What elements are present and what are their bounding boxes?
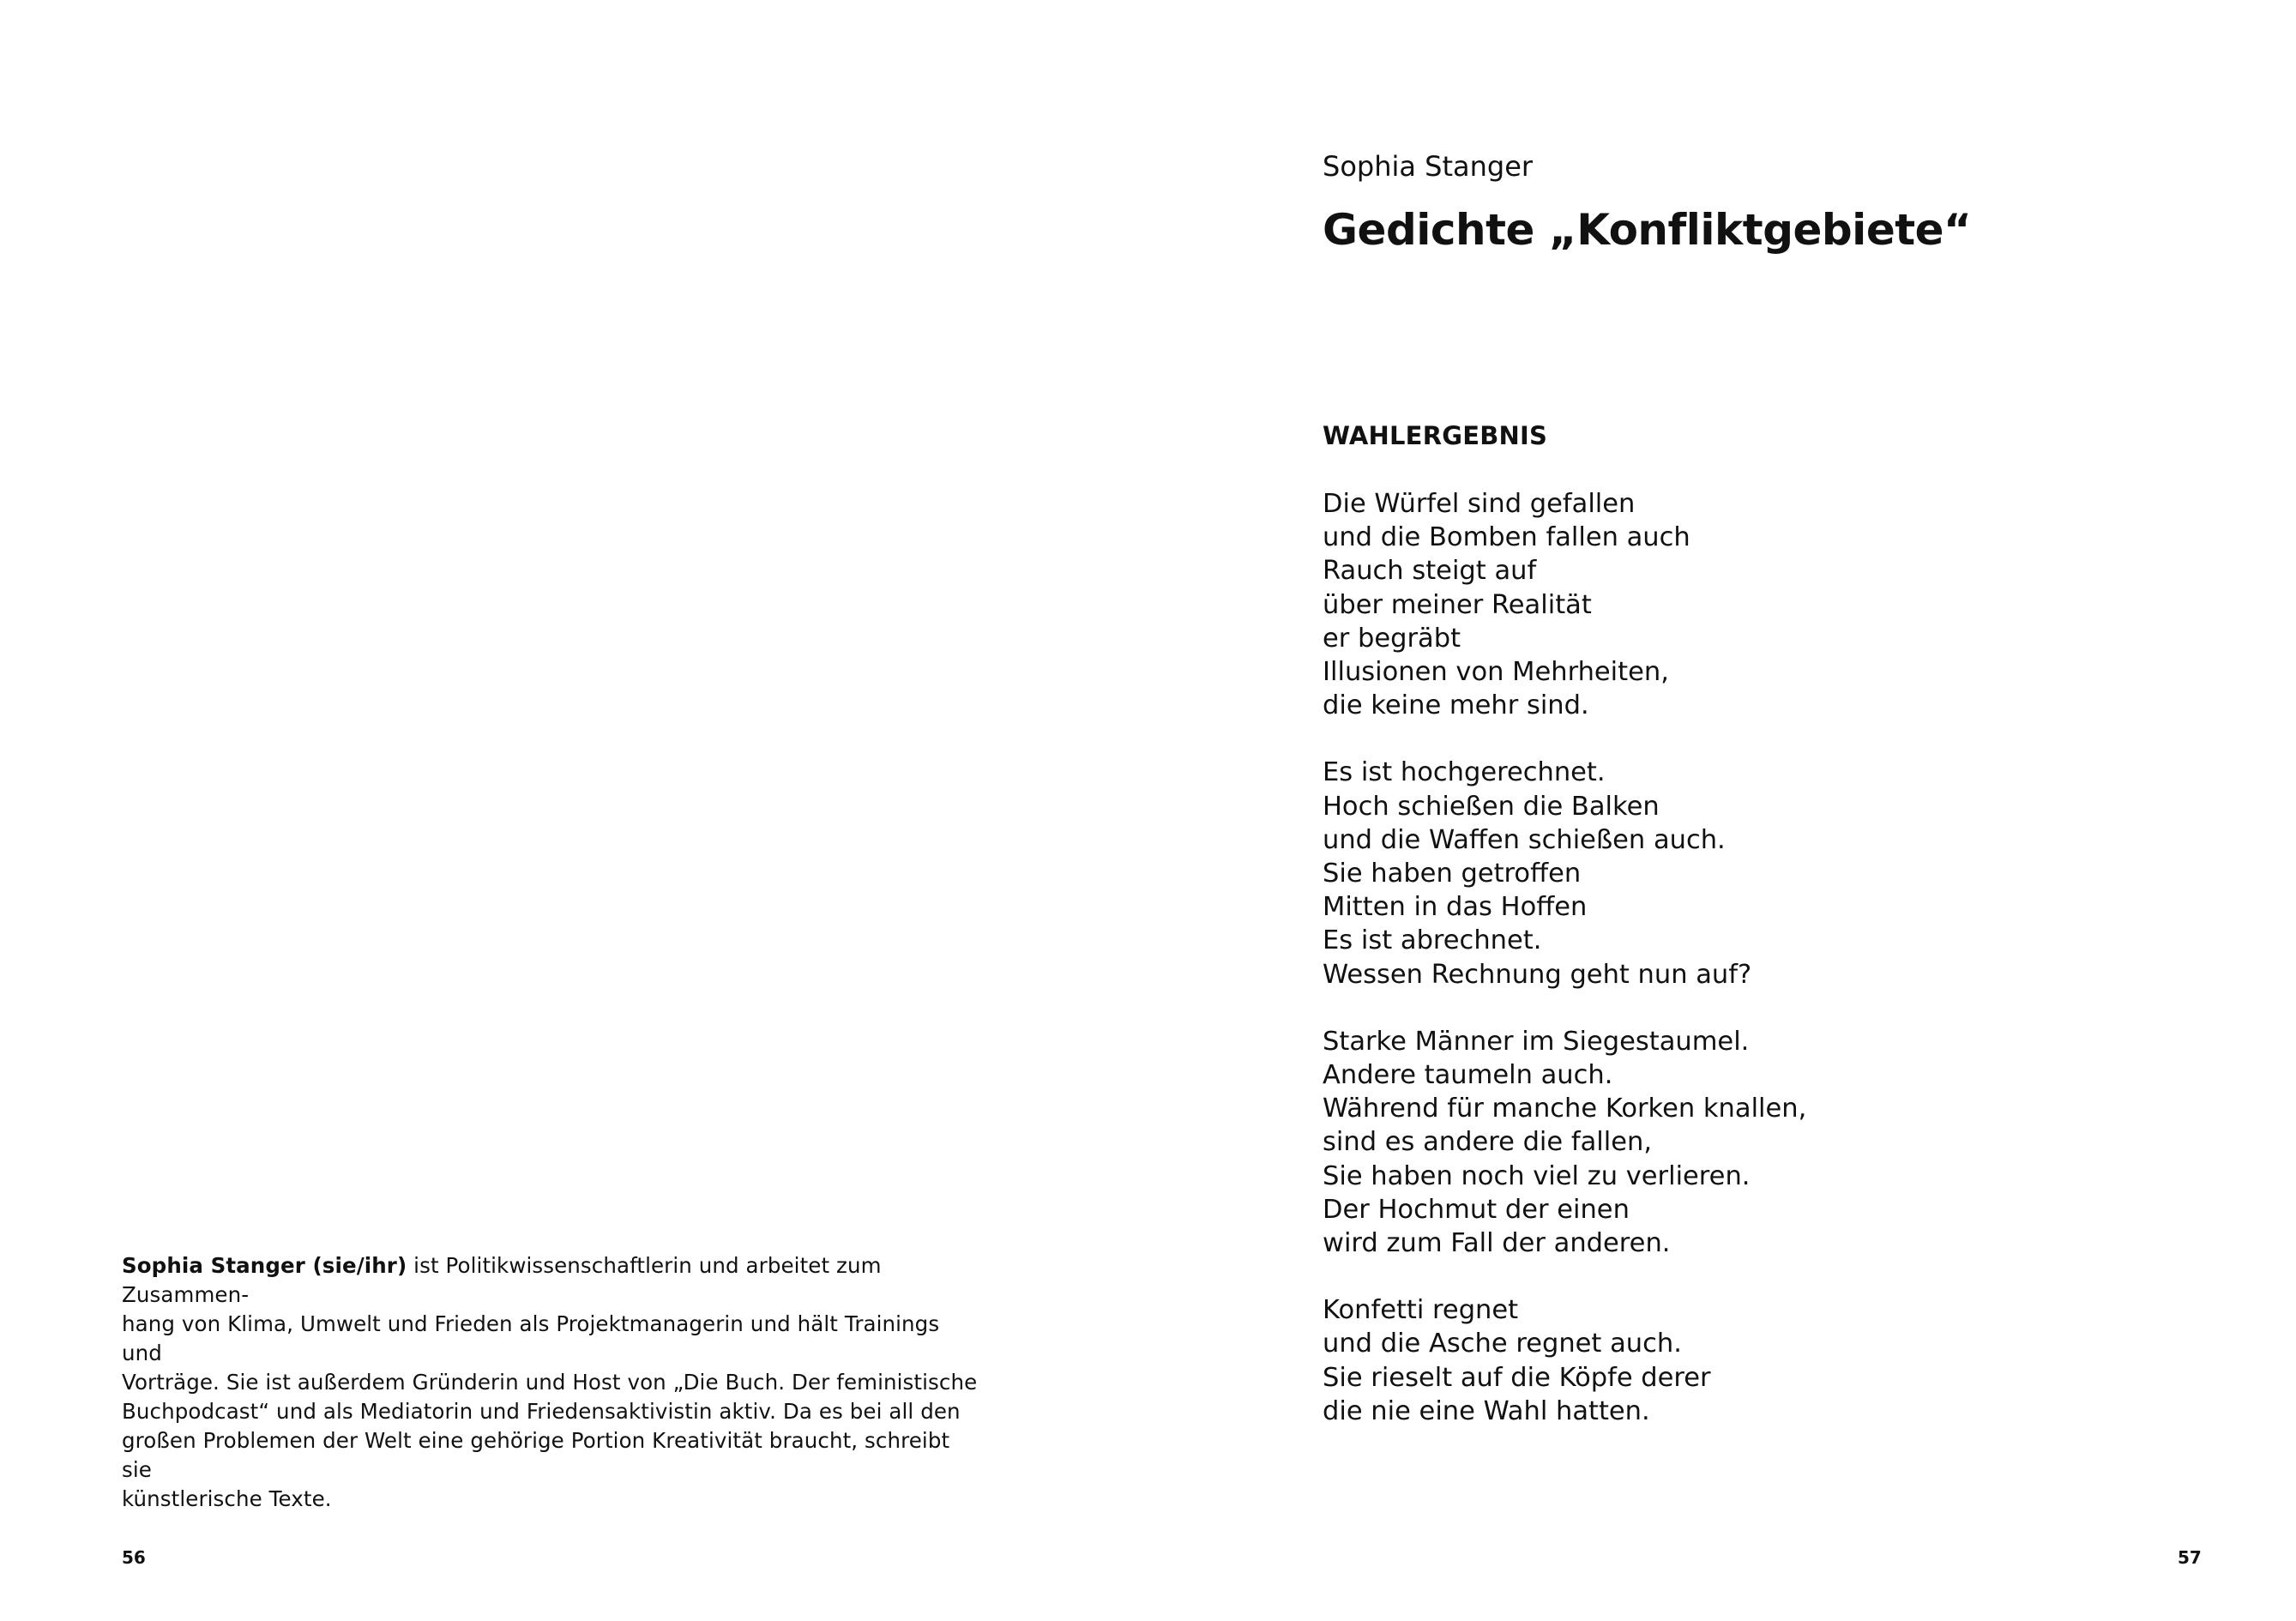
- poem: [1323, 419, 2094, 1461]
- poem-line: Konfetti regnet: [1323, 1295, 1519, 1326]
- poem-stanza-3: [1323, 1025, 2094, 1260]
- poem-line: über meiner Realität: [1323, 589, 1592, 620]
- poem-line: sind es andere die fallen,: [1323, 1127, 1653, 1158]
- poem-stanza-1: [1323, 487, 2094, 722]
- poem-line: er begräbt: [1323, 623, 1461, 654]
- author-bio: [122, 1251, 979, 1514]
- poem-line: die nie eine Wahl hatten.: [1323, 1395, 1650, 1426]
- poem-line: Es ist hochgerechnet.: [1323, 757, 1606, 788]
- poem-line: Sie rieselt auf die Köpfe derer: [1323, 1362, 1711, 1393]
- bio-text-line: großen Problemen der Welt eine gehörige Portion Kreativität braucht, schreibt sie: [122, 1428, 950, 1482]
- poem-stanza-4: [1323, 1293, 2094, 1428]
- poem-line: wird zum Fall der anderen.: [1323, 1228, 1671, 1259]
- bio-text-line: künstlerische Texte.: [122, 1486, 332, 1511]
- page-number-left: 56: [122, 1547, 146, 1568]
- poem-line: die keine mehr sind.: [1323, 690, 1589, 721]
- bio-text-line: Buchpodcast“ und als Mediatorin und Friedensaktivistin aktiv. Da es bei all den: [122, 1399, 961, 1424]
- bio-text-line: ist Politikwissenschaftlerin und arbeitet zum Zusammen-: [122, 1253, 882, 1307]
- poem-line: Starke Männer im Siegestaumel.: [1323, 1026, 1750, 1057]
- poem-stanza-2: [1323, 756, 2094, 991]
- poem-line: Rauch steigt auf: [1323, 556, 1537, 587]
- right-page: [1148, 0, 2296, 1621]
- poem-line: Illusionen von Mehrheiten,: [1323, 657, 1669, 688]
- poem-line: Hoch schießen die Balken: [1323, 791, 1660, 822]
- poem-line: Es ist abrechnet.: [1323, 925, 1542, 956]
- page-title: Gedichte „Konfliktgebiete“: [1323, 205, 1972, 255]
- bio-text-line: Vorträge. Sie ist außerdem Gründerin und Host von „Die Buch. Der feministische: [122, 1370, 978, 1395]
- bio-author-name: Sophia Stanger (sie/ihr): [122, 1253, 407, 1278]
- poem-title: WAHLERGEBNIS: [1323, 421, 1548, 450]
- poem-line: Die Würfel sind gefallen: [1323, 489, 1636, 519]
- poem-line: Der Hochmut der einen: [1323, 1194, 1630, 1225]
- poem-line: Sie haben noch viel zu verlieren.: [1323, 1160, 1751, 1191]
- poem-line: und die Asche regnet auch.: [1323, 1329, 1682, 1359]
- author-name: Sophia Stanger: [1323, 150, 1534, 183]
- poem-line: Wessen Rechnung geht nun auf?: [1323, 959, 1752, 990]
- poem-line: Sie haben getroffen: [1323, 859, 1582, 889]
- poem-line: Während für manche Korken knallen,: [1323, 1094, 1807, 1124]
- poem-line: Mitten in das Hoffen: [1323, 892, 1588, 923]
- poem-line: und die Bomben fallen auch: [1323, 522, 1690, 553]
- poem-line: Andere taumeln auch.: [1323, 1060, 1613, 1091]
- bio-text-line: hang von Klima, Umwelt und Frieden als Projektmanagerin und hält Trainings und: [122, 1311, 940, 1365]
- page-number-right: 57: [2178, 1547, 2202, 1568]
- poem-line: und die Waffen schießen auch.: [1323, 824, 1726, 855]
